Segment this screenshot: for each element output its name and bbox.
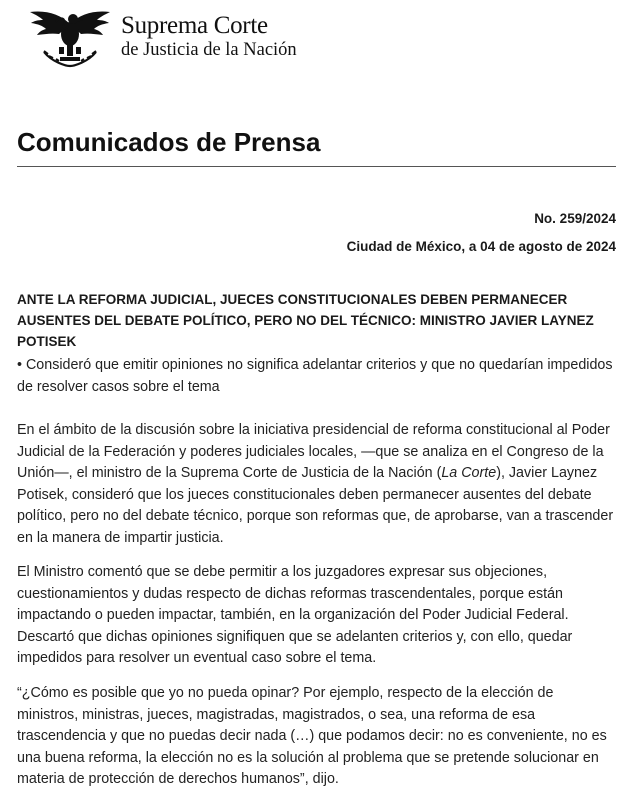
paragraph-1-italic: La Corte: [441, 465, 497, 481]
header: [26, 2, 326, 68]
paragraph-3-quote: “¿Cómo es posible que yo no pueda opinar? Por ejemplo, respecto de la elección de ministros, ministras, jueces, magistradas, magistrados, o sea, una reforma de esa trascendencia y que no puedas decir nada (…) que podamos decir: no es conveniente, no es una buena reforma, la elección no es la solución al problema que se pretende solucionar en materia de protección de derechos humanos”, dijo.: [17, 685, 607, 787]
eagle-seal-icon: [26, 2, 114, 68]
press-release-place-date: Ciudad de México, a 04 de agosto de 2024: [346, 239, 616, 254]
paragraph-1-text-after: ), Javier Laynez Potisek, consideró que los jueces constitucionales deben permanecer ausentes del debate político, pero no del debate técnico, porque son reformas que, de aprobarse, van a trascender en la manera de impartir justicia.: [17, 465, 614, 546]
press-release-number: No. 259/2024: [534, 211, 616, 226]
paragraph-1-text-before: En el ámbito de la discusión sobre la iniciativa presidencial de reforma constitucional al Poder Judicial de la Federación y poderes judiciales locales, —que se analiza en el Congreso de la Unión—, el ministro de la Suprema Corte de Justicia de la Nación (: [17, 422, 610, 481]
brand-line2: de Justicia de la Nación: [121, 40, 297, 60]
page-title: Comunicados de Prensa: [17, 127, 321, 157]
title-divider: [17, 166, 616, 167]
press-release-headline: ANTE LA REFORMA JUDICIAL, JUECES CONSTITUCIONALES DEBEN PERMANECER AUSENTES DEL DEBATE POLÍTICO, PERO NO DEL TÉCNICO: MINISTRO JAVIER LAYNEZ POTISEK: [17, 292, 594, 349]
brand-name: [121, 12, 297, 61]
brand-line1: Suprema Corte: [121, 12, 268, 39]
summary-bullet: • Consideró que emitir opiniones no significa adelantar criterios y que no quedarían impedidos de resolver casos sobre el tema: [17, 357, 613, 395]
paragraph-1: [17, 420, 617, 549]
paragraph-2: El Ministro comentó que se debe permitir a los juzgadores expresar sus objeciones, cuestionamientos y dudas respecto de dichas reformas trascendentales, porque están impactando o pueden impactar, también, en la organización del Poder Judicial Federal. Descartó que dichas opiniones signifiquen que se adelanten criterios y, con ello, quedar impedidos para resolver un eventual caso sobre el tema.: [17, 564, 573, 666]
